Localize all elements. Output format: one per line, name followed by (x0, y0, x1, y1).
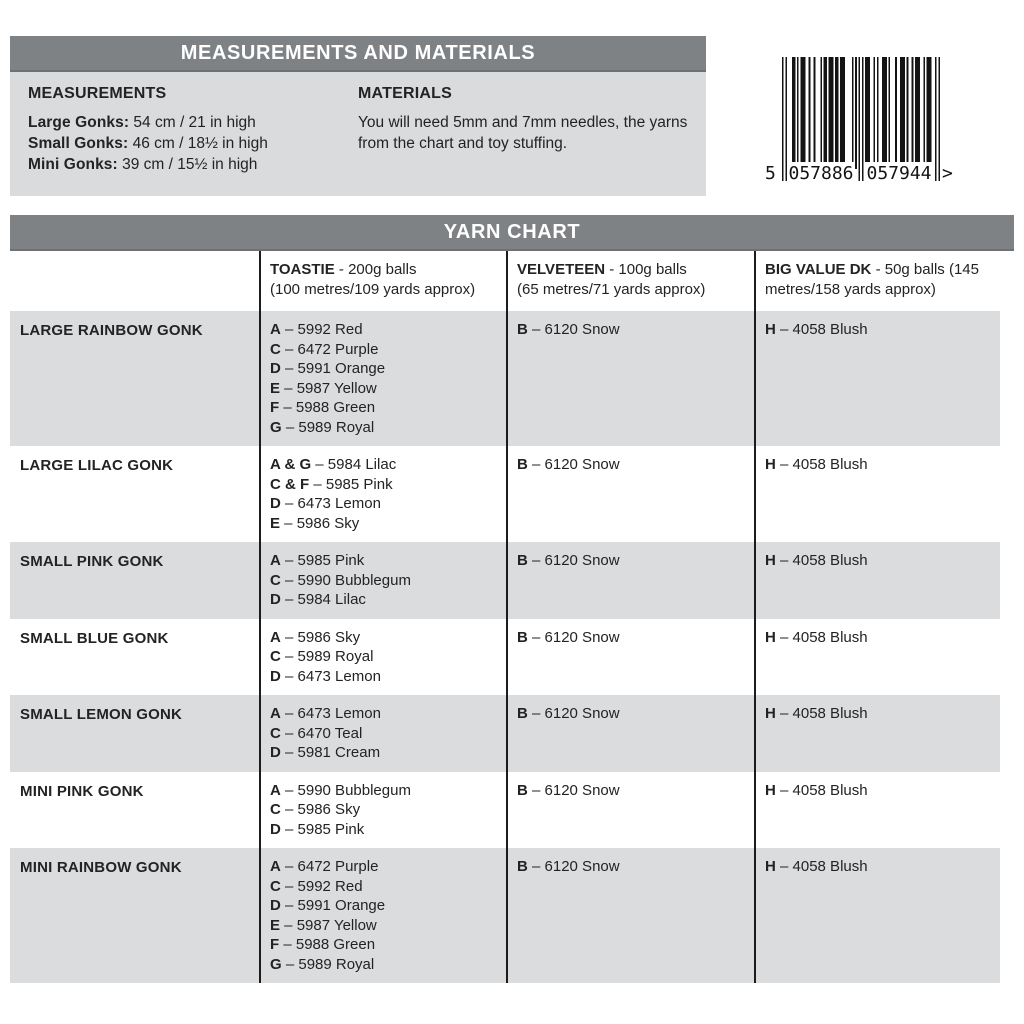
yarn-brand-name: BIG VALUE DK (765, 261, 872, 278)
column-header-big-value-dk (754, 251, 1000, 311)
barcode-digit-first: 5 (765, 163, 776, 184)
yarn-entry: G – 5989 Royal (270, 418, 375, 436)
measurements-heading: MEASUREMENTS (28, 85, 167, 102)
velveteen-cell (506, 695, 754, 772)
yarn-entry: E – 5987 Yellow (270, 916, 377, 934)
yarn-entry: B – 6120 Snow (517, 456, 620, 473)
yarn-chart-row (10, 542, 1000, 619)
yarn-entry: H – 4058 Blush (765, 705, 868, 722)
big-value-dk-cell (754, 619, 1000, 696)
measurement-line-small (28, 133, 268, 154)
yarn-brand-name: TOASTIE (270, 261, 335, 278)
measurement-label: Large Gonks: (28, 114, 130, 131)
yarn-entry: A – 6472 Purple (270, 858, 379, 875)
yarn-entry: D – 5991 Orange (270, 360, 386, 377)
barcode-digits-group1: 057886 (788, 163, 854, 184)
big-value-dk-cell (754, 542, 1000, 619)
velveteen-cell (506, 619, 754, 696)
yarn-chart-header-row (10, 251, 1000, 311)
big-value-dk-cell (754, 311, 1000, 446)
toastie-cell (259, 311, 506, 446)
measurement-value: 39 cm / 15½ in high (117, 156, 258, 173)
yarn-chart-table (10, 251, 1000, 983)
yarn-entry: C – 6472 Purple (270, 340, 379, 358)
materials-section (358, 85, 692, 154)
yarn-entry: D – 5984 Lilac (270, 591, 366, 608)
gonk-name-cell: SMALL PINK GONK (20, 553, 164, 570)
yarn-entry: F – 5988 Green (270, 936, 376, 953)
toastie-cell (259, 446, 506, 542)
yarn-entry: A – 5992 Red (270, 321, 363, 338)
yarn-chart-header: YARN CHART (10, 215, 1014, 251)
measurements-section (28, 85, 268, 175)
toastie-cell (259, 619, 506, 696)
materials-heading: MATERIALS (358, 85, 452, 102)
yarn-entry: D – 5985 Pink (270, 820, 365, 838)
velveteen-cell (506, 311, 754, 446)
yarn-chart-row (10, 619, 1000, 696)
yarn-chart-row (10, 772, 1000, 849)
yarn-entry: B – 6120 Snow (517, 781, 620, 799)
velveteen-cell (506, 848, 754, 983)
yarn-length-info: (100 metres/109 yards approx) (270, 281, 476, 298)
yarn-entry: A – 5990 Bubblegum (270, 781, 411, 799)
measurement-label: Mini Gonks: (28, 156, 118, 173)
yarn-entry: E – 5987 Yellow (270, 379, 377, 397)
gonk-name-cell: SMALL LEMON GONK (20, 706, 183, 723)
yarn-chart-row (10, 695, 1000, 772)
yarn-chart-row (10, 446, 1000, 542)
measurement-value: 46 cm / 18½ in high (128, 135, 268, 152)
yarn-brand-name: VELVETEEN (517, 261, 606, 278)
toastie-cell (259, 542, 506, 619)
big-value-dk-cell (754, 695, 1000, 772)
yarn-entry: A – 6473 Lemon (270, 705, 381, 722)
measurement-label: Small Gonks: (28, 135, 129, 152)
yarn-entry: C – 5986 Sky (270, 801, 361, 818)
barcode (765, 57, 963, 190)
yarn-ball-info: - 50g balls (145 (871, 261, 979, 278)
gonk-name-cell: SMALL BLUE GONK (20, 629, 169, 647)
yarn-entry: H – 4058 Blush (765, 628, 868, 646)
big-value-dk-cell (754, 848, 1000, 983)
yarn-entry: B – 6120 Snow (517, 552, 620, 569)
toastie-cell (259, 772, 506, 849)
yarn-entry: D – 6473 Lemon (270, 667, 381, 685)
measurements-materials-header: MEASUREMENTS AND MATERIALS (10, 36, 706, 72)
velveteen-cell (506, 772, 754, 849)
yarn-entry: H – 4058 Blush (765, 552, 868, 569)
yarn-entry: D – 5991 Orange (270, 897, 386, 914)
yarn-entry: B – 6120 Snow (517, 628, 620, 646)
yarn-entry: A – 5986 Sky (270, 628, 361, 646)
yarn-entry: C & F – 5985 Pink (270, 475, 393, 493)
yarn-entry: F – 5988 Green (270, 399, 376, 416)
column-header-toastie (259, 251, 506, 311)
yarn-ball-info: - 200g balls (334, 261, 417, 278)
measurement-line-large (28, 112, 268, 133)
yarn-entry: G – 5989 Royal (270, 955, 375, 973)
column-header-velveteen (506, 251, 754, 311)
yarn-entry: E – 5986 Sky (270, 514, 360, 532)
toastie-cell (259, 848, 506, 983)
yarn-length-info: metres/158 yards approx) (765, 281, 936, 298)
yarn-entry: A – 5985 Pink (270, 552, 365, 569)
yarn-entry: B – 6120 Snow (517, 858, 620, 875)
yarn-entry: H – 4058 Blush (765, 321, 868, 338)
yarn-chart-body (10, 311, 1000, 983)
yarn-entry: D – 6473 Lemon (270, 495, 381, 512)
yarn-entry: C – 5990 Bubblegum (270, 571, 411, 589)
gonk-name-cell: LARGE LILAC GONK (20, 457, 174, 474)
materials-text: You will need 5mm and 7mm needles, the yarns from the chart and toy stuffing. (358, 114, 688, 152)
yarn-length-info: (65 metres/71 yards approx) (517, 281, 706, 298)
big-value-dk-cell (754, 772, 1000, 849)
yarn-entry: H – 4058 Blush (765, 858, 868, 875)
yarn-entry: C – 5992 Red (270, 877, 363, 895)
yarn-chart-row (10, 848, 1000, 983)
toastie-cell (259, 695, 506, 772)
yarn-entry: B – 6120 Snow (517, 705, 620, 722)
yarn-entry: B – 6120 Snow (517, 321, 620, 338)
measurement-value: 54 cm / 21 in high (129, 114, 256, 131)
yarn-entry: D – 5981 Cream (270, 744, 381, 761)
gonk-name-cell: MINI PINK GONK (20, 782, 144, 800)
yarn-entry: C – 6470 Teal (270, 724, 363, 742)
barcode-digits-group2: 057944 (866, 163, 932, 184)
yarn-entry: C – 5989 Royal (270, 648, 374, 665)
measurement-line-mini (28, 154, 268, 175)
measurements-materials-panel (10, 72, 706, 196)
yarn-chart-row (10, 311, 1000, 446)
velveteen-cell (506, 446, 754, 542)
gonk-name-cell: MINI RAINBOW GONK (20, 859, 182, 876)
yarn-ball-info: - 100g balls (605, 261, 687, 278)
empty-header-cell (10, 251, 259, 311)
velveteen-cell (506, 542, 754, 619)
yarn-entry: H – 4058 Blush (765, 456, 868, 473)
barcode-quiet-zone-mark: > (942, 163, 953, 184)
yarn-entry: H – 4058 Blush (765, 781, 868, 799)
yarn-entry: A & G – 5984 Lilac (270, 456, 397, 473)
big-value-dk-cell (754, 446, 1000, 542)
gonk-name-cell: LARGE RAINBOW GONK (20, 322, 203, 339)
